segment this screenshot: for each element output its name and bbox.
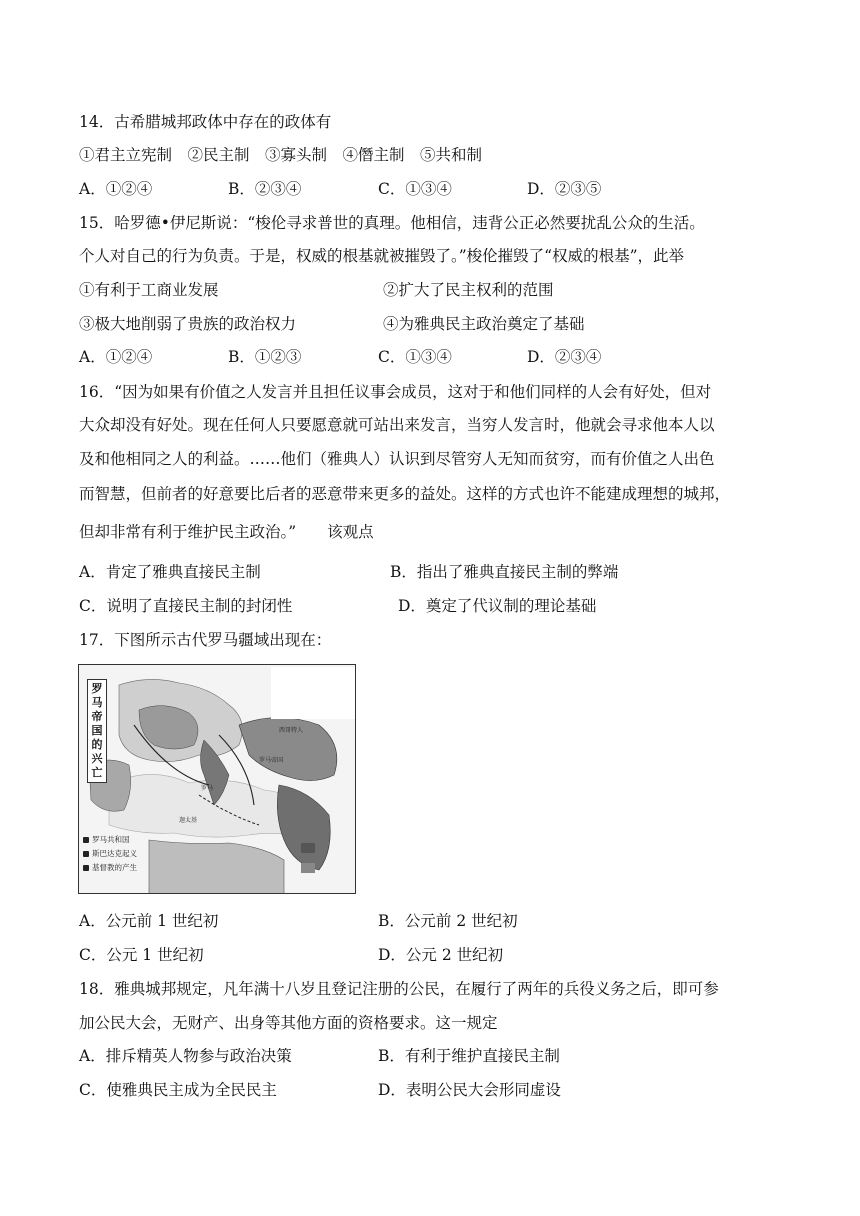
q14-option-b[interactable]: B．②③④ [228,180,302,198]
map-label-rome: 罗马 [201,785,214,792]
q15-option-a[interactable]: A．①②④ [79,348,153,366]
legend-marker-icon [83,837,89,843]
q14-option-c[interactable]: C．①③④ [378,180,452,198]
q18-option-c[interactable]: C．使雅典民主成为全民民主 [79,1081,277,1099]
map-label-visigoths: 西哥特人 [279,727,304,734]
q18-option-d[interactable]: D．表明公民大会形同虚设 [378,1081,561,1099]
q17-option-a[interactable]: A．公元前 1 世纪初 [79,912,219,930]
legend-item: 罗马共和国 [92,835,130,844]
q15-option-d[interactable]: D．②③④ [527,348,602,366]
q15-stem-line-1: 15．哈罗德•伊尼斯说：“梭伦寻求普世的真理。他相信，违背公正必然要扰乱公众的生活。 [79,214,705,232]
q17-stem: 17．下图所示古代罗马疆域出现在： [79,631,332,649]
q14-items: ①君主立宪制 ②民主制 ③寡头制 ④僭主制 ⑤共和制 [79,146,483,164]
q17-option-d[interactable]: D．公元 2 世纪初 [378,946,504,964]
q16-option-c[interactable]: C．说明了直接民主制的封闭性 [79,597,293,615]
map-legend [83,833,137,875]
q17-option-c[interactable]: C．公元 1 世纪初 [79,946,204,964]
q16-stem-line-1: 16．“因为如果有价值之人发言并且担任议事会成员，这对于和他们同样的人会有好处，但对 [79,383,712,401]
q15-option-c[interactable]: C．①③④ [378,348,452,366]
q14-option-d[interactable]: D．②③⑤ [527,180,602,198]
q16-stem-line-5: 但却非常有利于维护民主政治。” 该观点 [79,523,374,541]
q18-stem-line-1: 18．雅典城邦规定，凡年满十八岁且登记注册的公民，在履行了两年的兵役义务之后，即可参 [79,980,719,998]
map-label-carthage: 迦太基 [179,817,198,824]
legend-item: 基督教的产生 [92,863,137,872]
map-label-empire: 罗马帝国 [259,757,284,764]
q16-stem-line-3: 及和他相同之人的利益。……他们（雅典人）认识到尽管穷人无知而贫穷，而有价值之人出色 [79,450,715,468]
q16-option-a[interactable]: A．肯定了雅典直接民主制 [79,563,261,581]
q16-option-b[interactable]: B．指出了雅典直接民主制的弊端 [390,563,619,581]
map-title: 罗马帝国的兴亡 [87,679,107,783]
q14-stem: 14．古希腊城邦政体中存在的政体有 [79,113,332,131]
q14-option-a[interactable]: A．①②④ [79,180,153,198]
q15-item-1: ①有利于工商业发展 [79,281,219,299]
q18-option-b[interactable]: B．有利于维护直接民主制 [378,1047,560,1065]
q16-stem-line-4: 而智慧，但前者的好意要比后者的恶意带来更多的益处。这样的方式也许不能建成理想的城邦， [79,485,731,503]
q15-item-4: ④为雅典民主政治奠定了基础 [383,315,585,333]
q15-item-2: ②扩大了民主权利的范围 [383,281,554,299]
q18-stem-line-2: 加公民大会，无财产、出身等其他方面的资格要求。这一规定 [79,1014,498,1032]
q18-option-a[interactable]: A．排斥精英人物参与政治决策 [79,1047,292,1065]
roman-empire-map [78,664,356,894]
legend-marker-icon [83,851,89,857]
legend-marker-icon [83,865,89,871]
q16-option-d[interactable]: D．奠定了代议制的理论基础 [398,597,597,615]
legend-item: 斯巴达克起义 [92,849,137,858]
q16-stem-line-2: 大众却没有好处。现在任何人只要愿意就可站出来发言，当穷人发言时，他就会寻求他本人以 [79,416,715,434]
q15-item-3: ③极大地削弱了贵族的政治权力 [79,315,297,333]
q15-option-b[interactable]: B．①②③ [228,348,302,366]
q15-stem-line-2: 个人对自己的行为负责。于是，权威的根基就被摧毁了。”梭伦摧毁了“权威的根基”，此举 [79,247,685,265]
q17-option-b[interactable]: B．公元前 2 世纪初 [378,912,518,930]
